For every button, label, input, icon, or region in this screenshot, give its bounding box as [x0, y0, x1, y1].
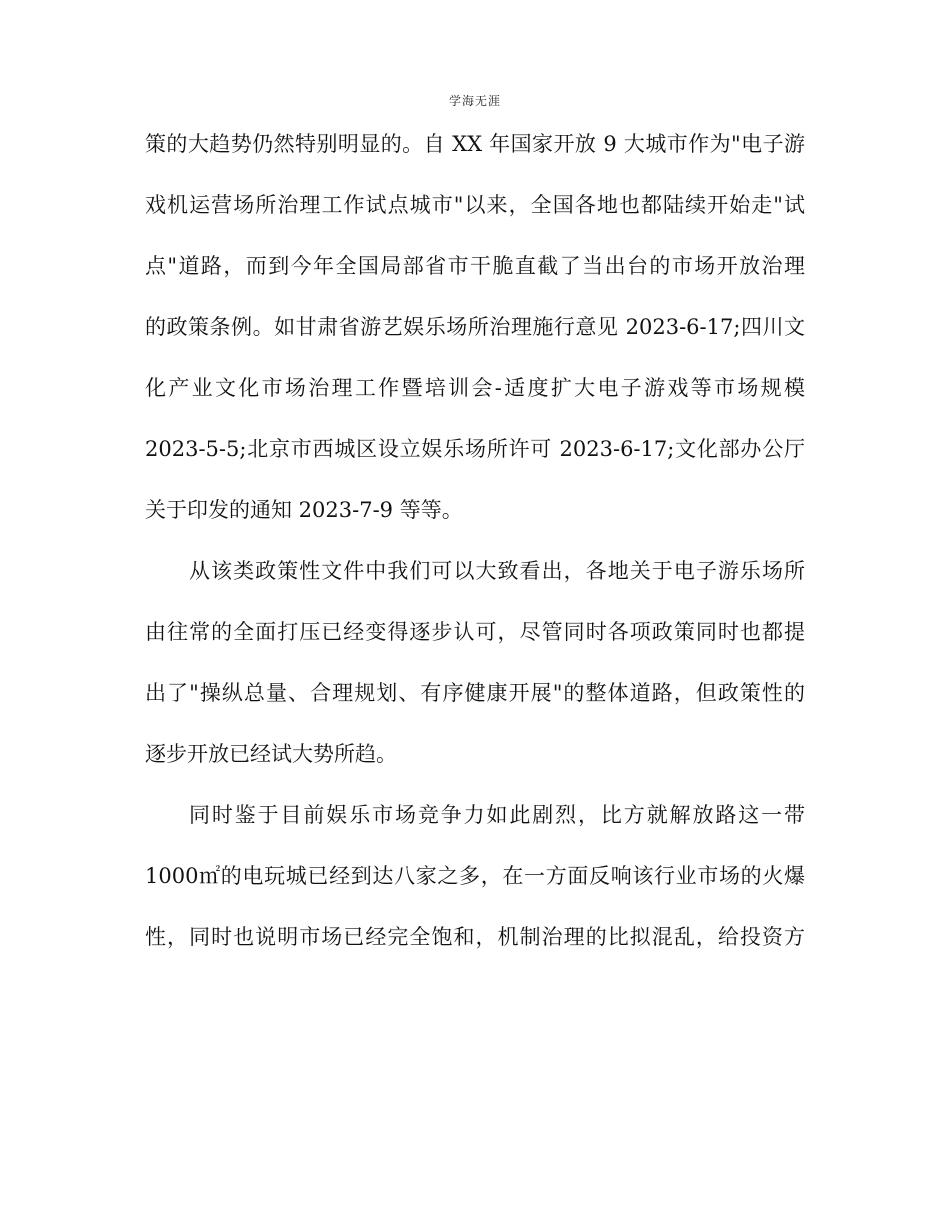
- text-line: 关于印发的通知 2023-7-9 等等。: [145, 498, 463, 522]
- text-line: 2023-5-5;北京市西城区设立娱乐场所许可 2023-6-17;文化部办公厅: [145, 437, 805, 461]
- document-body: [145, 119, 805, 973]
- paragraph-first-line: 从该类政策性文件中我们可以大致看出，各地关于电子游乐场所: [189, 559, 805, 583]
- text-line: 逐步开放已经试大势所趋。: [145, 742, 397, 766]
- text-line: 戏机运营场所治理工作试点城市"以来，全国各地也都陆续开始走"试: [145, 193, 805, 217]
- text-line: 性，同时也说明市场已经完全饱和，机制治理的比拟混乱，给投资方: [145, 925, 805, 949]
- text-line: 策的大趋势仍然特别明显的。自 XX 年国家开放 9 大城市作为"电子游: [145, 132, 805, 156]
- text-line: 出了"操纵总量、合理规划、有序健康开展"的整体道路，但政策性的: [145, 681, 805, 705]
- page-header-title: 学海无涯: [448, 94, 501, 108]
- text-line: 点"道路，而到今年全国局部省市干脆直截了当出台的市场开放治理: [145, 254, 805, 278]
- text-line: 的政策条例。如甘肃省游艺娱乐场所治理施行意见 2023-6-17;四川文: [145, 315, 805, 339]
- text-line: 由往常的全面打压已经变得逐步认可，尽管同时各项政策同时也都提: [145, 620, 805, 644]
- text-line: 1000㎡的电玩城已经到达八家之多，在一方面反响该行业市场的火爆: [145, 864, 805, 888]
- paragraph-first-line: 同时鉴于目前娱乐市场竞争力如此剧烈，比方就解放路这一带: [189, 803, 805, 827]
- text-line: 化产业文化市场治理工作暨培训会-适度扩大电子游戏等市场规模: [145, 376, 805, 400]
